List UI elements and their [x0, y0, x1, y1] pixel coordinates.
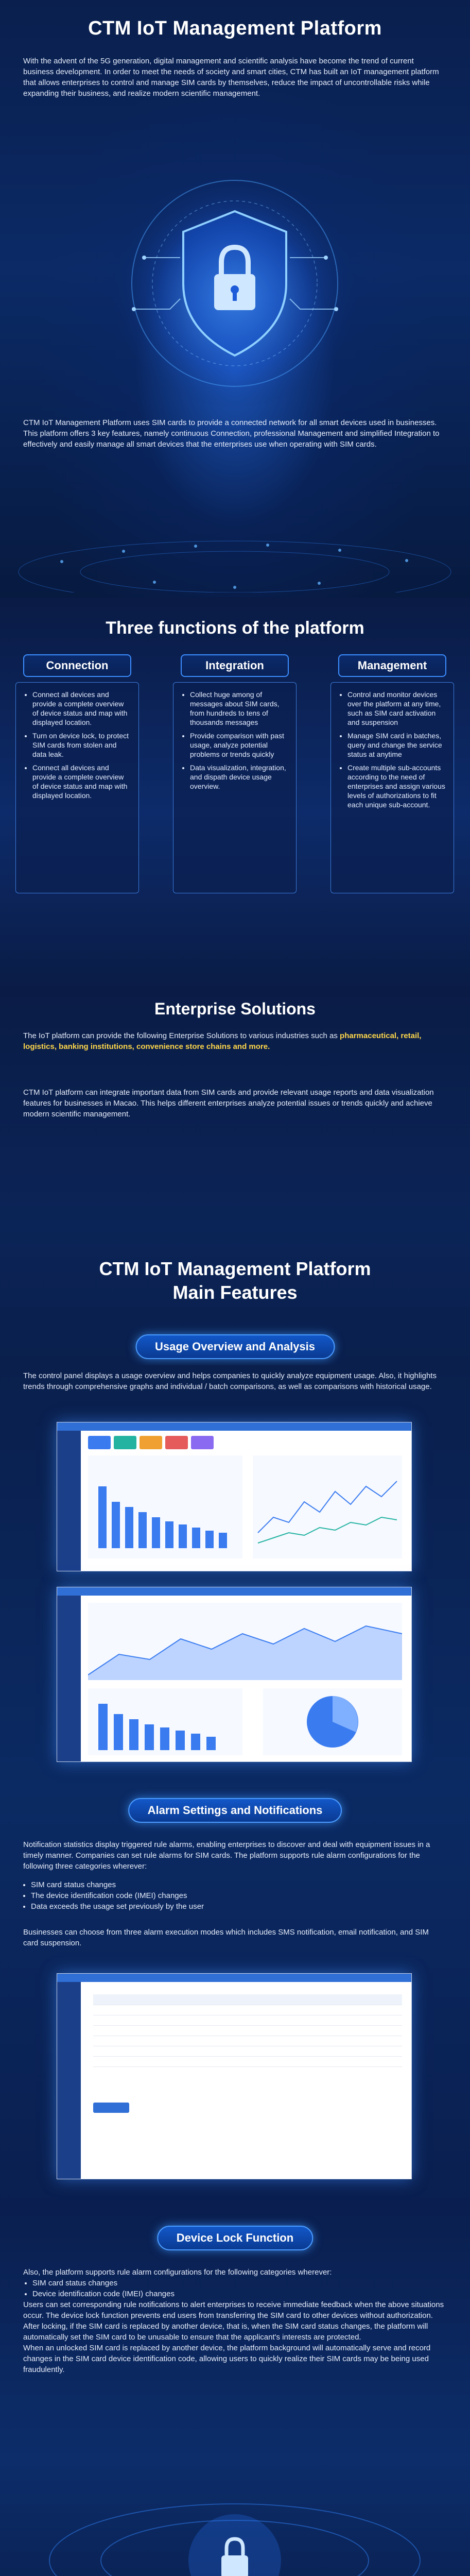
alarm-sidebar [57, 1982, 81, 2179]
stat-card [114, 1436, 136, 1449]
lock-text-3: When an unlocked SIM card is replaced by another device, the platform background will automatically serve and record changes in the SIM card device identification code, allowing users to quickly realize their SIM cards may be being used fraudulently. [23, 2344, 431, 2374]
analysis-bar-graph [88, 1688, 242, 1755]
list-item: • Data exceeds the usage set previously by the user [31, 1901, 443, 1912]
list-item: • Control and monitor devices over the platform at any time, such as SIM card activation and suspension [347, 690, 446, 727]
list-item: • Create multiple sub-accounts according to the need of enterprises and assign various levels of authorizations to fit each unique sub-account. [347, 763, 446, 809]
alarm-section [0, 1788, 470, 2210]
usage-dashboard-screenshot [57, 1422, 412, 1571]
stat-card [140, 1436, 162, 1449]
hero-section [0, 0, 470, 598]
usage-text: The control panel displays a usage overview and helps companies to quickly analyze equipment usage. Also, it highlights trends through comprehensive graphs and individual / batch comparisons, as well as comparisons with historical usage. [23, 1371, 437, 1391]
analysis-sidebar [57, 1596, 81, 1761]
dashboard-sidebar [57, 1431, 81, 1571]
list-item: • The device identification code (IMEI) changes [31, 1890, 443, 1901]
dashboard-topbar [57, 1422, 411, 1431]
function-column-connection [15, 654, 139, 893]
main-features-title-line1: CTM IoT Management Platform [99, 1258, 371, 1279]
hero-platform-text: CTM IoT Management Platform uses SIM cards to provide a connected network for all smart devices used in businesses. This platform offers 3 key features, namely continuous Connection, professional Management and simplified Integration to effectively and easily manage all smart devices that the enterprises use when operating with SIM cards. [23, 418, 440, 449]
lock-text-1: Users can set corresponding rule notifications to alert enterprises to receive immediate feedback when the above situations occur. The device lock function prevents end users from transferring the SIM card to other devices without authorization. [23, 2300, 444, 2320]
connection-box [15, 682, 139, 893]
usage-overview-label: Usage Overview and Analysis [135, 1334, 335, 1359]
lock-text-2: After locking, if the SIM card is replaced by another device, that is, when the SIM card status changes, the platform will automatically set the SIM card to be unusable to ensure that the applicant's interests are protected. [23, 2322, 428, 2342]
stat-card [165, 1436, 188, 1449]
hero-intro: With the advent of the 5G generation, digital management and scientific analysis have become the trend of current business development. In order to meet the needs of society and smart cities, CTM has built an IoT management platform that allows enterprises to control and manage SIM cards by themselves, reduce the impact of uncontrollable risks while expanding their business, and realize modern scientific management. [23, 57, 439, 98]
list-item: • Manage SIM card in batches, query and change the service status at anytime [347, 731, 446, 759]
function-column-integration [173, 654, 297, 893]
enterprise-section [0, 989, 470, 1226]
three-functions-section [0, 598, 470, 989]
enterprise-text-1 [23, 1030, 445, 1052]
main-features-title [0, 1257, 470, 1304]
functions-title: Three functions of the platform [106, 618, 364, 638]
list-item: • Device identification code (IMEI) changes [32, 2289, 445, 2299]
device-lock-label: Device Lock Function [157, 2226, 313, 2250]
alarm-text-2: Businesses can choose from three alarm execution modes which includes SMS notification, email notification, and SIM card suspension. [23, 1928, 429, 1947]
lock-intro: Also, the platform supports rule alarm configurations for the following categories wherever: [23, 2268, 332, 2277]
usage-analysis-screenshot [57, 1587, 412, 1762]
integration-label: Integration [181, 654, 289, 677]
list-item: • Collect huge among of messages about SIM cards, from hundreds to tens of thousands messages [190, 690, 289, 727]
management-label: Management [338, 654, 446, 677]
enterprise-text-2: CTM IoT platform can integrate important data from SIM cards and provide relevant usage reports and data visualization features for businesses in Macao. This helps different enterprises analyze potential issues or trends quickly and achieve modern scientific management. [23, 1088, 434, 1118]
integration-box [173, 682, 297, 893]
dashboard-bar-graph [88, 1455, 242, 1558]
list-item: • SIM card status changes [32, 2278, 445, 2289]
stat-card [191, 1436, 214, 1449]
alarm-topbar [57, 1974, 411, 1982]
alarm-settings-table [93, 1994, 402, 2067]
dashboard-stat-cards [88, 1436, 214, 1449]
management-box [330, 682, 454, 893]
device-lock-section [0, 2210, 470, 2576]
list-item: • SIM card status changes [31, 1879, 443, 1890]
analysis-topbar [57, 1587, 411, 1596]
device-lock-graphic [0, 2458, 470, 2576]
network-globe-graphic [0, 495, 470, 592]
function-column-management [330, 654, 454, 893]
alarm-text-1: Notification statistics display triggered rule alarms, enabling enterprises to discover and deal with equipment issues in a timely manner. Companies can set rule alarms for SIM cards. The platform supports rule alarm configurations for the following three categories wherever: [23, 1840, 430, 1871]
dashboard-line-graph [253, 1455, 402, 1558]
device-lock-text [23, 2267, 445, 2375]
alarm-category-list [31, 1879, 443, 1912]
main-features-header [0, 1226, 470, 1365]
main-features-title-line2: Main Features [172, 1282, 298, 1303]
alarm-settings-label: Alarm Settings and Notifications [128, 1798, 342, 1823]
list-item: • Provide comparison with past usage, analyze potential problems or trends quickly [190, 731, 289, 759]
analysis-area-graph [88, 1603, 402, 1680]
lock-category-list [23, 2278, 445, 2299]
stat-card [88, 1436, 111, 1449]
alarm-save-button[interactable] [93, 2103, 129, 2113]
list-item: • Turn on device lock, to protect SIM cards from stolen and data leak. [32, 731, 131, 759]
connection-label: Connection [23, 654, 131, 677]
list-item: • Data visualization, integration, and dispath device usage overview. [190, 763, 289, 791]
usage-section [0, 1365, 470, 1788]
page-title: CTM IoT Management Platform [88, 18, 382, 39]
enterprise-text-1-lead: The IoT platform can provide the following Enterprise Solutions to various industries such as [23, 1031, 340, 1040]
alarm-settings-screenshot [57, 1973, 412, 2179]
enterprise-industries-highlight: pharmaceutical, retail, logistics, banking institutions, convenience store chains and more. [23, 1031, 422, 1051]
shield-lock-illustration [103, 155, 367, 412]
list-item: • Connect all devices and provide a complete overview of device status and map with displayed location. [32, 690, 131, 727]
enterprise-title: Enterprise Solutions [154, 999, 316, 1018]
analysis-pie-graph [263, 1688, 402, 1755]
list-item: • Connect all devices and provide a complete overview of device status and map with displayed location. [32, 763, 131, 800]
